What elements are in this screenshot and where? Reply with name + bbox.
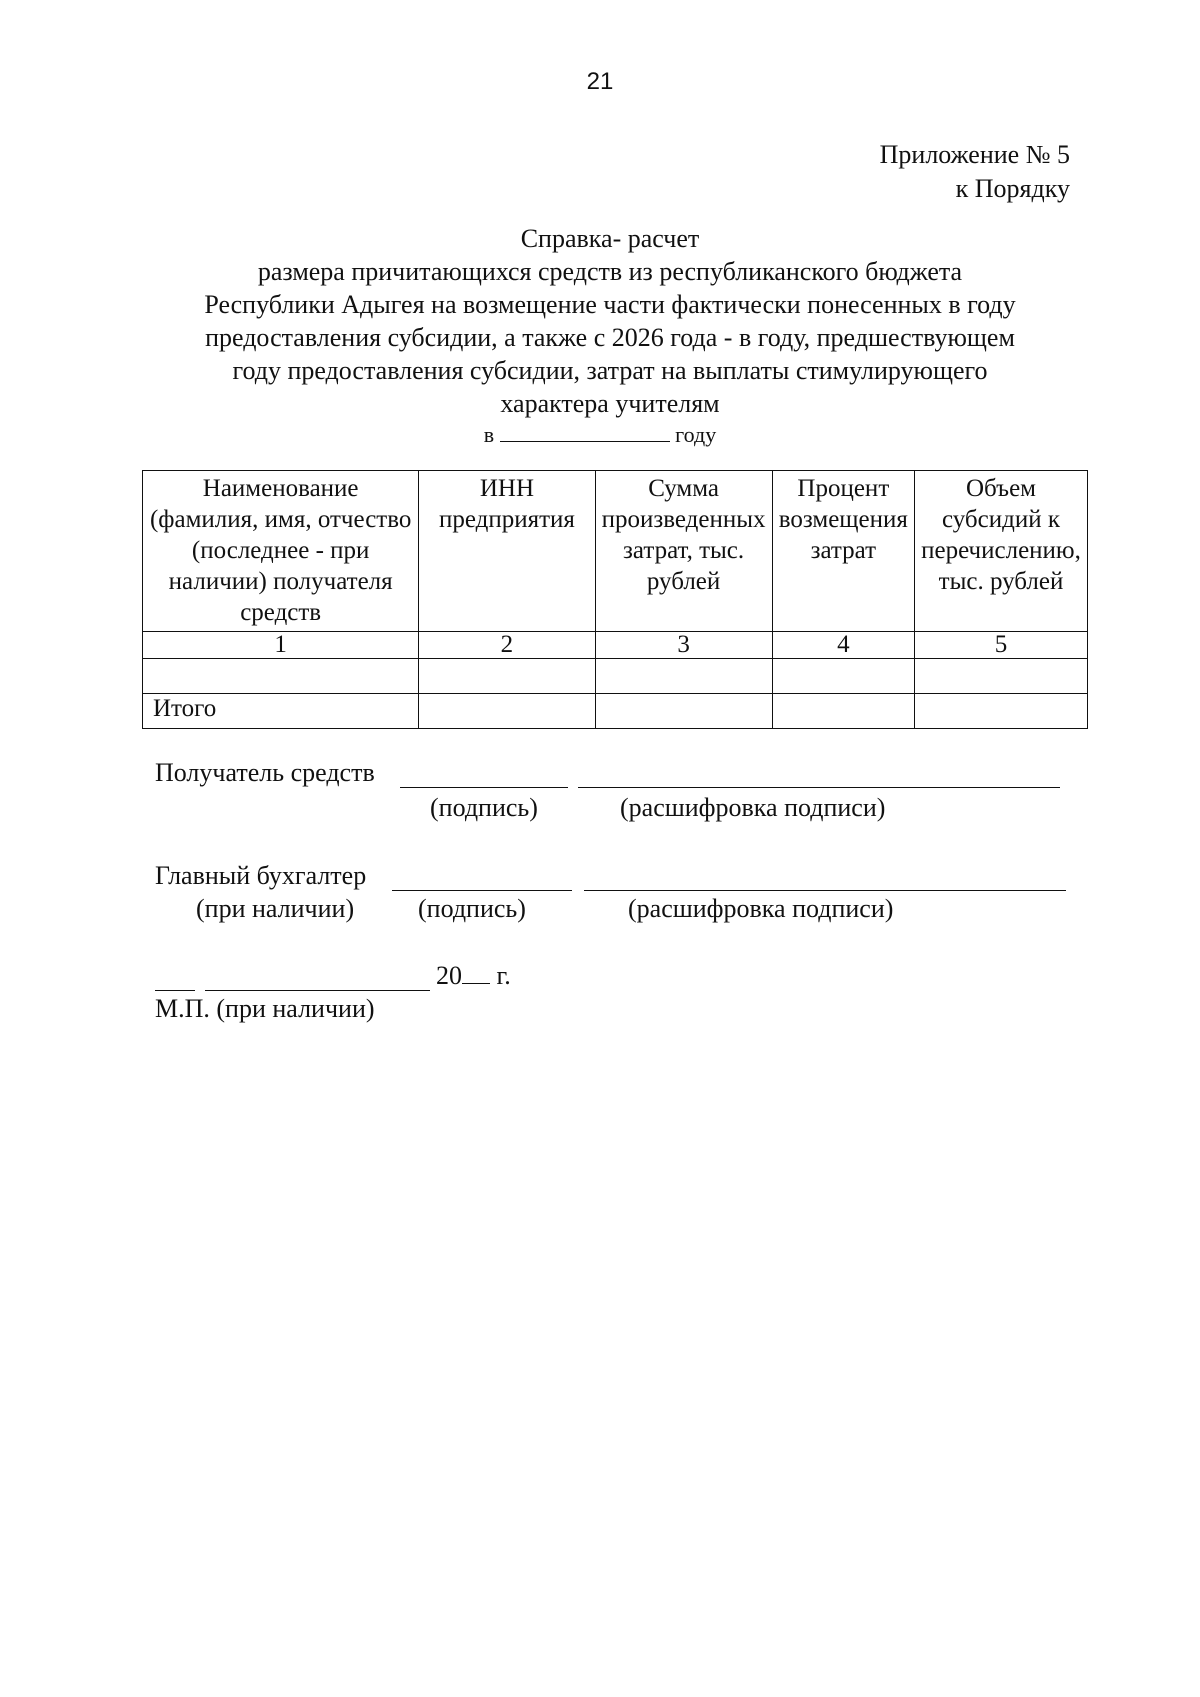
accountant-label: Главный бухгалтер [155, 861, 367, 890]
page-number: 21 [586, 68, 614, 95]
table-header-row [143, 471, 1088, 632]
table-cell[interactable] [915, 694, 1088, 729]
signature-caption: (подпись) [430, 793, 538, 822]
table-cell[interactable] [419, 694, 595, 729]
recipient-signature-line[interactable] [400, 787, 568, 788]
header-recipient-name: Наименование (фамилия, имя, отчество (последнее - при наличии) получателя средств [143, 471, 419, 632]
stamp-label: М.П. (при наличии) [155, 994, 375, 1023]
calculation-table [142, 470, 1088, 729]
header-inn: ИНН предприятия [419, 471, 595, 632]
table-cell[interactable] [419, 659, 595, 694]
table-cell[interactable] [143, 659, 419, 694]
column-number: 2 [419, 632, 595, 659]
table-row [143, 659, 1088, 694]
year-prefix-value: 20 [436, 961, 462, 990]
signature-caption: (подпись) [418, 894, 526, 923]
table-cell[interactable] [772, 694, 914, 729]
title-line-6: характера учителям [500, 389, 720, 418]
column-number: 5 [915, 632, 1088, 659]
year-suffix-value: г. [496, 961, 511, 990]
table-cell[interactable] [915, 659, 1088, 694]
column-number: 3 [595, 632, 772, 659]
day-blank-line[interactable] [155, 990, 195, 991]
accountant-signature-line[interactable] [392, 890, 572, 891]
year-line [0, 422, 1200, 448]
total-row [143, 694, 1088, 729]
recipient-decoding-line[interactable] [578, 787, 1060, 788]
appendix-reference [880, 138, 1070, 206]
table-cell[interactable] [595, 694, 772, 729]
accountant-decoding-line[interactable] [584, 890, 1066, 891]
column-numbers-row [143, 632, 1088, 659]
appendix-number: Приложение № 5 [879, 140, 1070, 169]
title-line-3: Республики Адыгея на возмещение части фактически понесенных в году [204, 290, 1016, 319]
column-number: 1 [143, 632, 419, 659]
column-number: 4 [772, 632, 914, 659]
title-line-1: Справка- расчет [520, 224, 700, 253]
title-line-5: году предоставления субсидии, затрат на выплаты стимулирующего [232, 356, 988, 385]
header-costs-sum: Сумма произведенных затрат, тыс. рублей [595, 471, 772, 632]
total-label: Итого [143, 694, 419, 729]
month-blank-line[interactable] [205, 990, 430, 991]
table-cell[interactable] [595, 659, 772, 694]
title-line-4: предоставления субсидии, а также с 2026 года - в году, предшествующем [205, 323, 1015, 352]
header-subsidy-volume: Объем субсидий к перечислению, тыс. рублей [915, 471, 1088, 632]
year-prefix-text [436, 960, 511, 992]
accountant-note: (при наличии) [196, 894, 355, 923]
recipient-label: Получатель средств [155, 758, 375, 787]
table-cell[interactable] [772, 659, 914, 694]
appendix-order: к Порядку [955, 174, 1070, 203]
decoding-caption: (расшифровка подписи) [620, 793, 886, 822]
year-suffix: году [675, 422, 717, 447]
year-prefix: в [483, 422, 495, 447]
header-reimbursement-percent: Процент возмещения затрат [772, 471, 914, 632]
decoding-caption: (расшифровка подписи) [628, 894, 894, 923]
year-digits-blank[interactable] [462, 963, 490, 984]
document-title [150, 222, 1070, 420]
year-blank [500, 423, 670, 442]
title-line-2: размера причитающихся средств из республиканского бюджета [257, 257, 963, 286]
